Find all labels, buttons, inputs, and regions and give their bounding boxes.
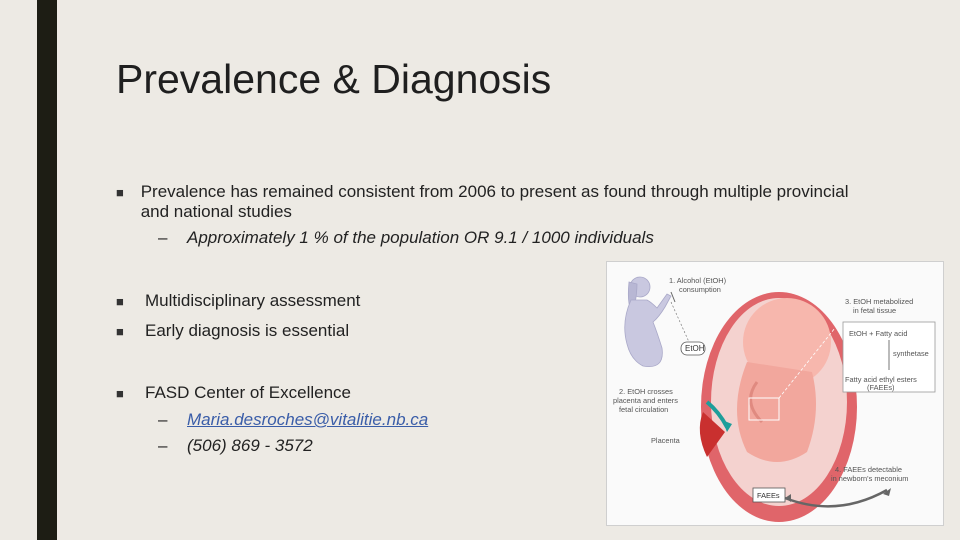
step2-label: 2. EtOH crosses [619,387,673,396]
placenta-label: Placenta [651,436,680,445]
bullet-early-diagnosis [116,321,349,342]
bullet-prevalence [116,182,876,222]
square-bullet-icon: ■ [116,185,124,200]
bullet-text: Prevalence has remained consistent from 2006 to present as found through multiple provincial and national studies [140,182,849,221]
step2-label-cont: placenta and enters [613,396,678,405]
step4-label: 4. FAEEs detectable [835,465,902,474]
step3-label-cont: in fetal tissue [853,306,897,315]
dash-bullet-icon: – [158,410,168,429]
sub-bullet-phone [158,436,313,456]
square-bullet-icon: ■ [116,386,124,401]
svg-text:Fatty acid ethyl esters: Fatty acid ethyl esters [845,375,917,384]
sub-bullet-text: Approximately 1 % of the population OR 9.1 / 1000 individuals [187,228,654,247]
bullet-text: Multidisciplinary assessment [145,291,361,310]
svg-text:(FAEEs): (FAEEs) [867,383,895,392]
square-bullet-icon: ■ [116,294,124,309]
fetal-alcohol-illustration [607,262,943,525]
svg-text:synthetase: synthetase [893,349,929,358]
dash-bullet-icon: – [158,228,168,247]
svg-text:FAEEs: FAEEs [757,491,780,500]
dash-bullet-icon: – [158,436,168,455]
email-link[interactable]: Maria.desroches@vitalitie.nb.ca [187,410,429,429]
step1-label: 1. Alcohol (EtOH) [669,276,727,285]
mother-silhouette-icon [625,277,671,367]
sub-bullet-prevalence-rate [158,228,654,248]
phone-number: (506) 869 - 3572 [187,436,313,455]
step3-label: 3. EtOH metabolized [845,297,914,306]
fetus-illustration [700,292,857,522]
svg-text:EtOH + Fatty acid: EtOH + Fatty acid [849,329,908,338]
step4-label-cont: in newborn's meconium [831,474,909,483]
slide-accent-bar [37,0,57,540]
bullet-fasd-center [116,383,351,404]
bottle-icon [671,292,675,302]
bullet-text: FASD Center of Excellence [145,383,351,402]
sub-bullet-email [158,410,428,430]
faees-box [753,488,785,502]
metabolism-box [843,322,935,392]
etoh-badge [681,342,705,355]
fetal-alcohol-diagram [606,261,944,526]
bullet-multidisciplinary [116,291,360,312]
step2-label-cont2: fetal circulation [619,405,669,414]
bullet-text: Early diagnosis is essential [145,321,350,340]
svg-text:EtOH: EtOH [685,344,705,353]
square-bullet-icon: ■ [116,324,124,339]
step1-label-cont: consumption [679,285,721,294]
slide-title: Prevalence & Diagnosis [116,56,552,102]
